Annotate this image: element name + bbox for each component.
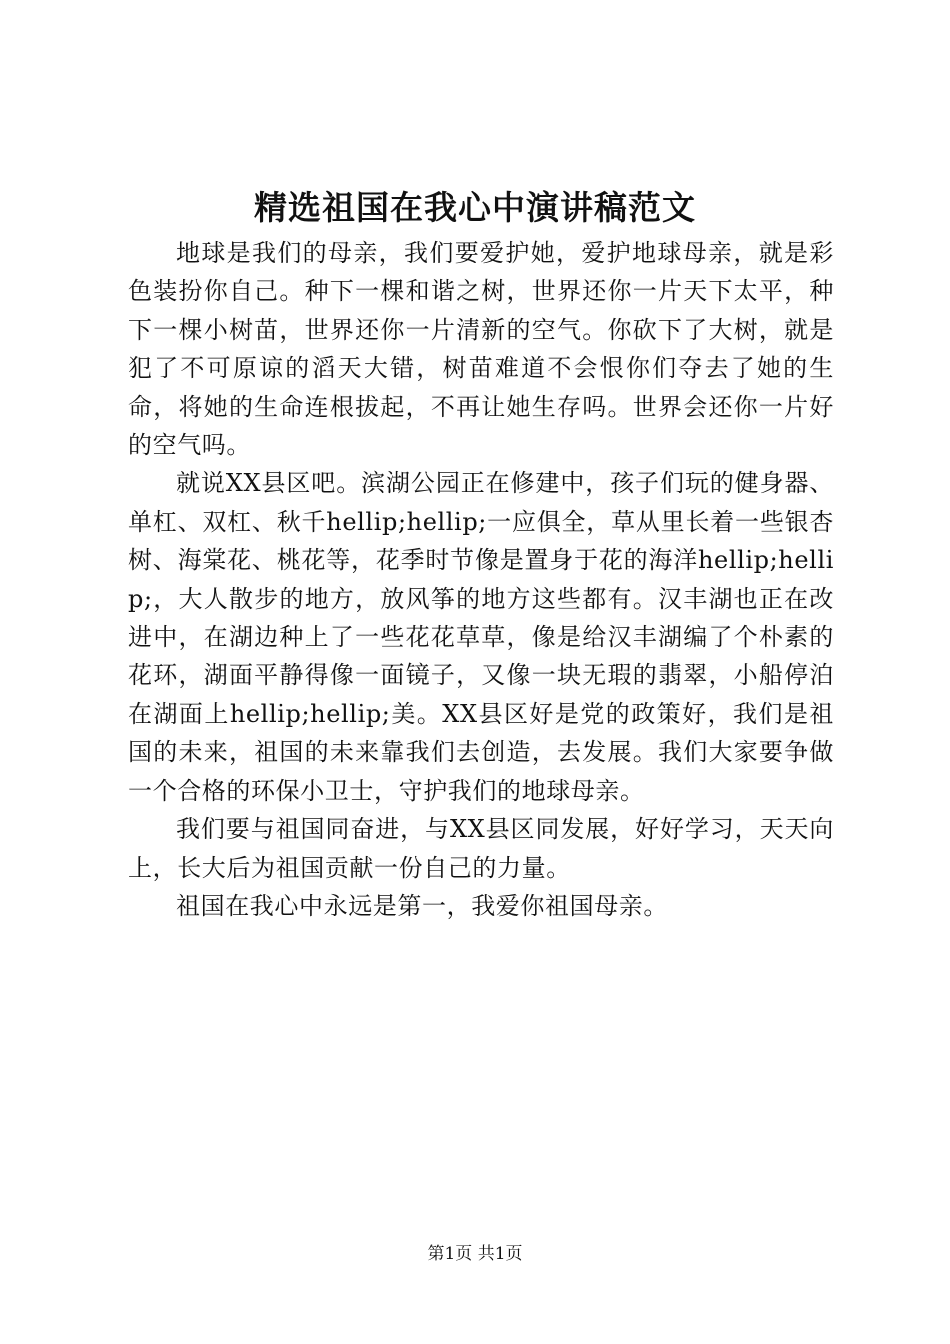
document-title: 精选祖国在我心中演讲稿范文 bbox=[254, 188, 696, 227]
paragraph-4: 祖国在我心中永远是第一，我爱你祖国母亲。 bbox=[176, 891, 668, 920]
document-body bbox=[128, 234, 834, 925]
paragraph-1: 地球是我们的母亲，我们要爱护她，爱护地球母亲，就是彩色装扮你自己。种下一棵和谐之树，世界还你一片天下太平，种下一棵小树苗，世界还你一片清新的空气。你砍下了大树，就是犯了不可原谅的滔天大错，树苗难道不会恨你们夺去了她的生命，将她的生命连根拔起，不再让她生存吗。世界会还你一片好的空气吗。 bbox=[128, 239, 834, 460]
page-footer: 第1页 共1页 bbox=[427, 1244, 523, 1264]
paragraph-2: 就说XX县区吧。滨湖公园正在修建中，孩子们玩的健身器、单杠、双杠、秋千hellip;hellip;一应俱全，草从里长着一些银杏树、海棠花、桃花等，花季时节像是置身于花的海洋hellip;hellip;，大人散步的地方，放风筝的地方这些都有。汉丰湖也正在改进中，在湖边种上了一些花花草草，像是给汉丰湖编了个朴素的花环，湖面平静得像一面镜子，又像一块无瑕的翡翠，小船停泊在湖面上hellip;hellip;美。XX县区好是党的政策好，我们是祖国的未来，祖国的未来靠我们去创造，去发展。我们大家要争做一个合格的环保小卫士，守护我们的地球母亲。 bbox=[128, 469, 834, 805]
paragraph-3: 我们要与祖国同奋进，与XX县区同发展，好好学习，天天向上，长大后为祖国贡献一份自己的力量。 bbox=[128, 815, 834, 882]
